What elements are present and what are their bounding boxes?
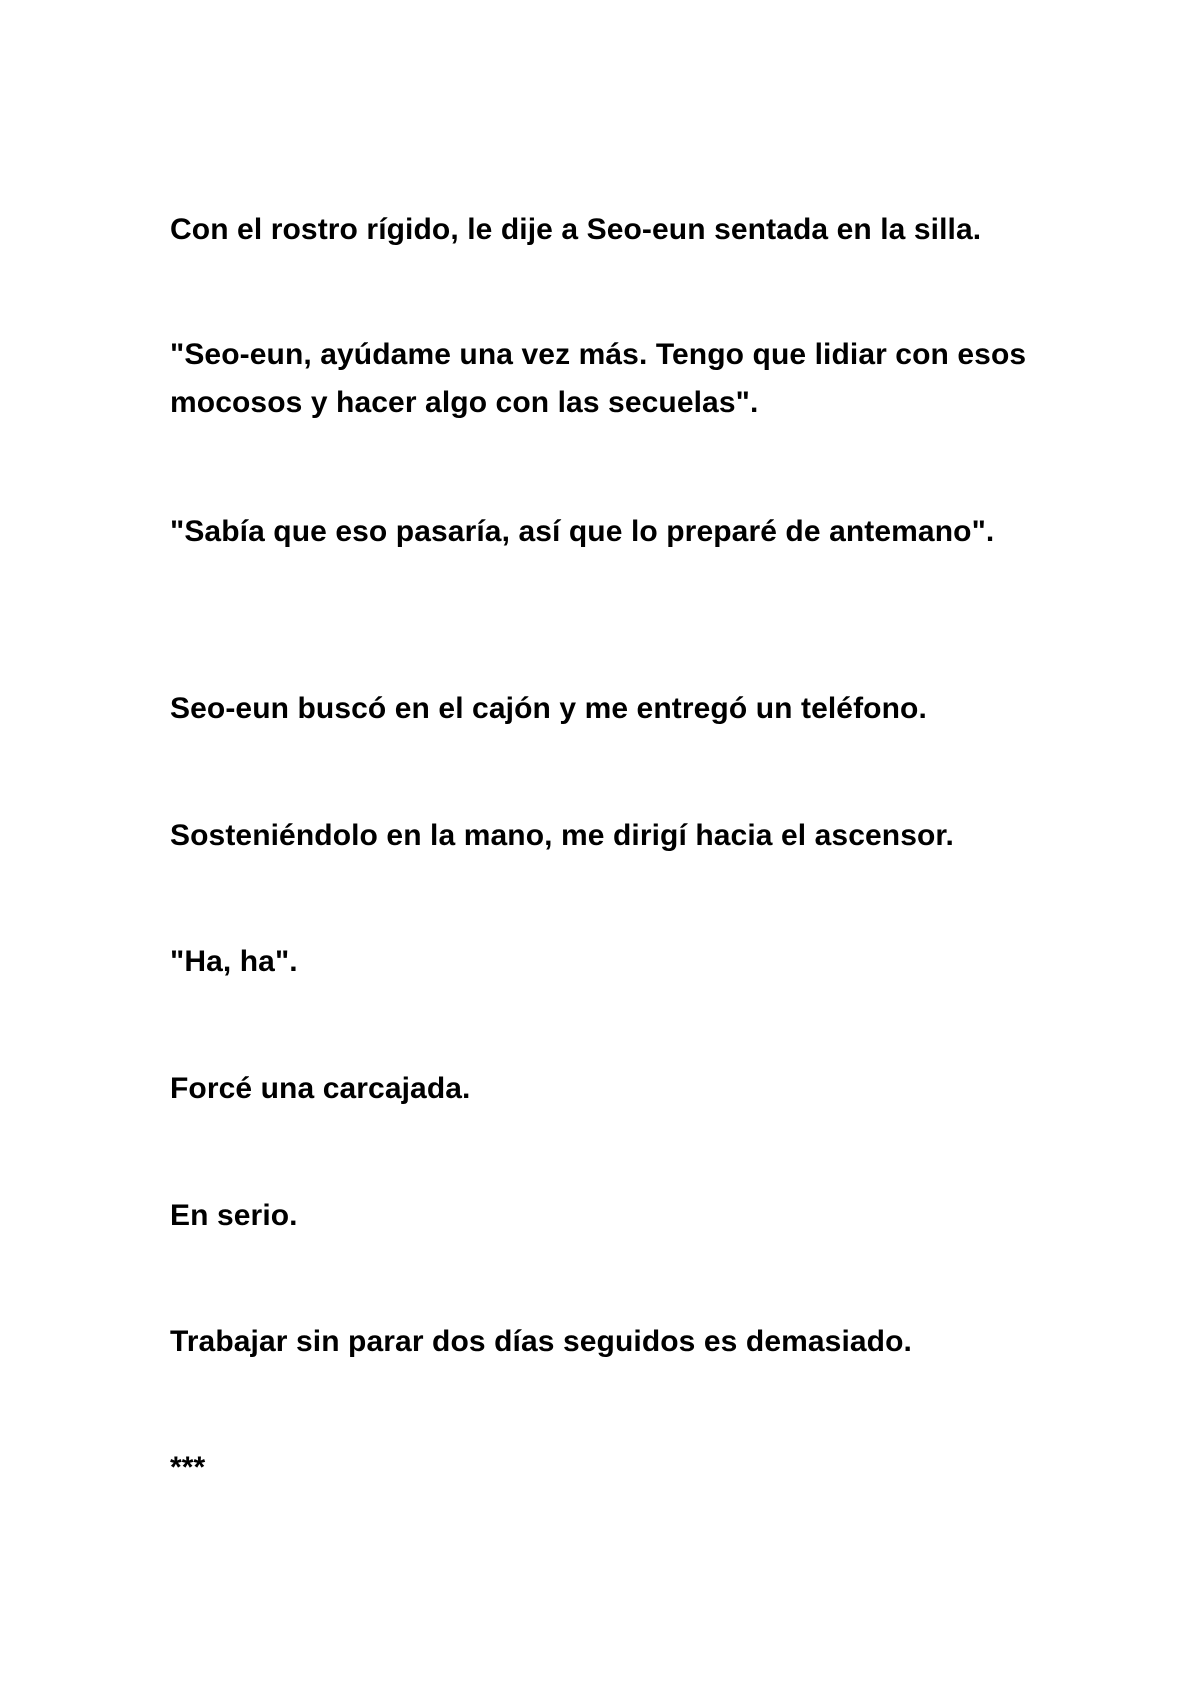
paragraph-1: Con el rostro rígido, le dije a Seo-eun sentada en la silla. [170, 213, 982, 246]
paragraph-8: En serio. [170, 1199, 298, 1232]
paragraph-9: Trabajar sin parar dos días seguidos es demasiado. [170, 1325, 912, 1358]
paragraph-3: "Sabía que eso pasaría, así que lo preparé de antemano". [170, 515, 995, 548]
paragraph-5: Sosteniéndolo en la mano, me dirigí hacia el ascensor. [170, 819, 954, 852]
paragraph-7: Forcé una carcajada. [170, 1072, 471, 1105]
paragraph-4: Seo-eun buscó en el cajón y me entregó un teléfono. [170, 692, 927, 725]
scene-break: *** [170, 1451, 206, 1484]
paragraph-6: "Ha, ha". [170, 945, 298, 978]
paragraph-2: "Seo-eun, ayúdame una vez más. Tengo que lidiar con esos mocosos y hacer algo con las secuelas". [170, 338, 1027, 419]
